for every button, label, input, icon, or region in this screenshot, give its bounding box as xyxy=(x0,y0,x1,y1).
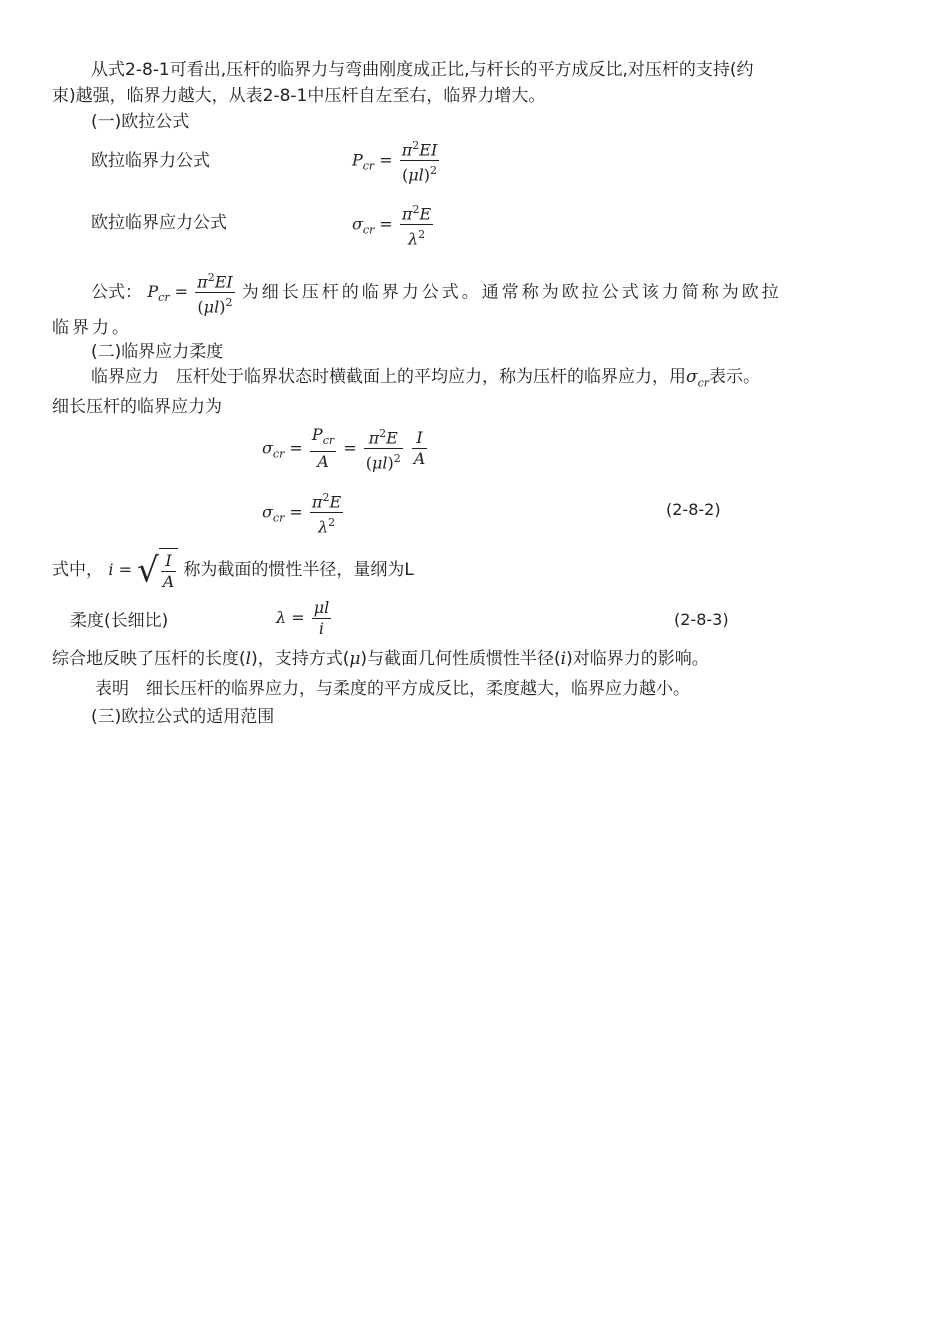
critical-stress-formula-1: $\sigma_{cr}$ = $\frac{P_{cr}}{A}$ = $\frac{\pi^2E}{(\mu l)^2}$ $\frac{I}{A}$ xyxy=(262,425,426,473)
sigma-cr-symbol: $\sigma_{cr}$ xyxy=(686,367,710,390)
formula-note-formula: $P_{cr}$ = $\frac{\pi^2EI}{(\mu l)^2}$ xyxy=(147,282,241,301)
critical-stress-line2: 细长压杆的临界应力为 xyxy=(52,397,222,417)
symbol-mu: μ xyxy=(349,649,361,669)
radius-of-gyration-line xyxy=(52,548,414,593)
equation-number-2-8-3: (2-8-3) xyxy=(674,610,729,629)
section-3-title: (三)欧拉公式的适用范围 xyxy=(91,707,275,727)
euler-stress-formula: $\sigma_{cr}$ = $\frac{\pi^2E}{\lambda^2}$ xyxy=(352,200,435,250)
critical-stress-definition xyxy=(91,366,760,394)
critical-stress-formula-2: $\sigma_{cr}$ = $\frac{\pi^2E}{\lambda^2}$ xyxy=(262,488,345,538)
symbol-i: i xyxy=(560,649,567,669)
para1-line2: 束)越强，临界力越大，从表2-8-1中压杆自左至右，临界力增大。 xyxy=(52,86,546,106)
symbol-l: l xyxy=(245,649,252,669)
formula-note-line1 xyxy=(91,268,782,318)
formula-note-prefix: 公式： xyxy=(91,282,142,303)
euler-force-label: 欧拉临界力公式 xyxy=(91,151,210,171)
radius-formula: i = √ $\frac{I}{A}$ xyxy=(108,560,183,579)
radius-prefix: 式中， xyxy=(52,560,103,580)
slenderness-formula: λ = $\frac{\mu l}{i}$ xyxy=(276,598,330,638)
crit-stress-def-a: 临界应力 压杆处于临界状态时横截面上的平均应力，称为压杆的临界应力，用 xyxy=(91,367,686,387)
combined-a: 综合地反映了压杆的长度( xyxy=(52,649,246,669)
combined-d: )对临界力的影响。 xyxy=(566,649,709,669)
radius-suffix: 称为截面的惯性半径，量纲为L xyxy=(183,560,414,580)
equation-number-2-8-2: (2-8-2) xyxy=(666,500,721,519)
indicates-line: 表明 细长压杆的临界应力，与柔度的平方成反比，柔度越大，临界应力越小。 xyxy=(95,679,690,699)
combined-b: )，支持方式( xyxy=(251,649,350,669)
slenderness-label: 柔度(长细比) xyxy=(70,611,169,631)
euler-stress-label: 欧拉临界应力公式 xyxy=(91,213,227,233)
para1-line1: 从式2-8-1可看出,压杆的临界力与弯曲刚度成正比,与杆长的平方成反比,对压杆的支持(约 xyxy=(91,60,754,80)
euler-force-formula: $P_{cr}$ = $\frac{\pi^2EI}{(\mu l)^2}$ xyxy=(352,136,441,186)
section-2-title: (二)临界应力柔度 xyxy=(91,342,224,362)
combined-c: )与截面几何性质惯性半径( xyxy=(360,649,561,669)
combined-reflection-line xyxy=(52,648,709,670)
crit-stress-def-b: 表示。 xyxy=(709,367,761,387)
formula-note-line2: 临界力。 xyxy=(52,318,132,338)
section-1-title: (一)欧拉公式 xyxy=(91,112,190,132)
formula-note-rest: 为细长压杆的临界力公式。通常称为欧拉公式该力简称为欧拉 xyxy=(241,282,782,303)
